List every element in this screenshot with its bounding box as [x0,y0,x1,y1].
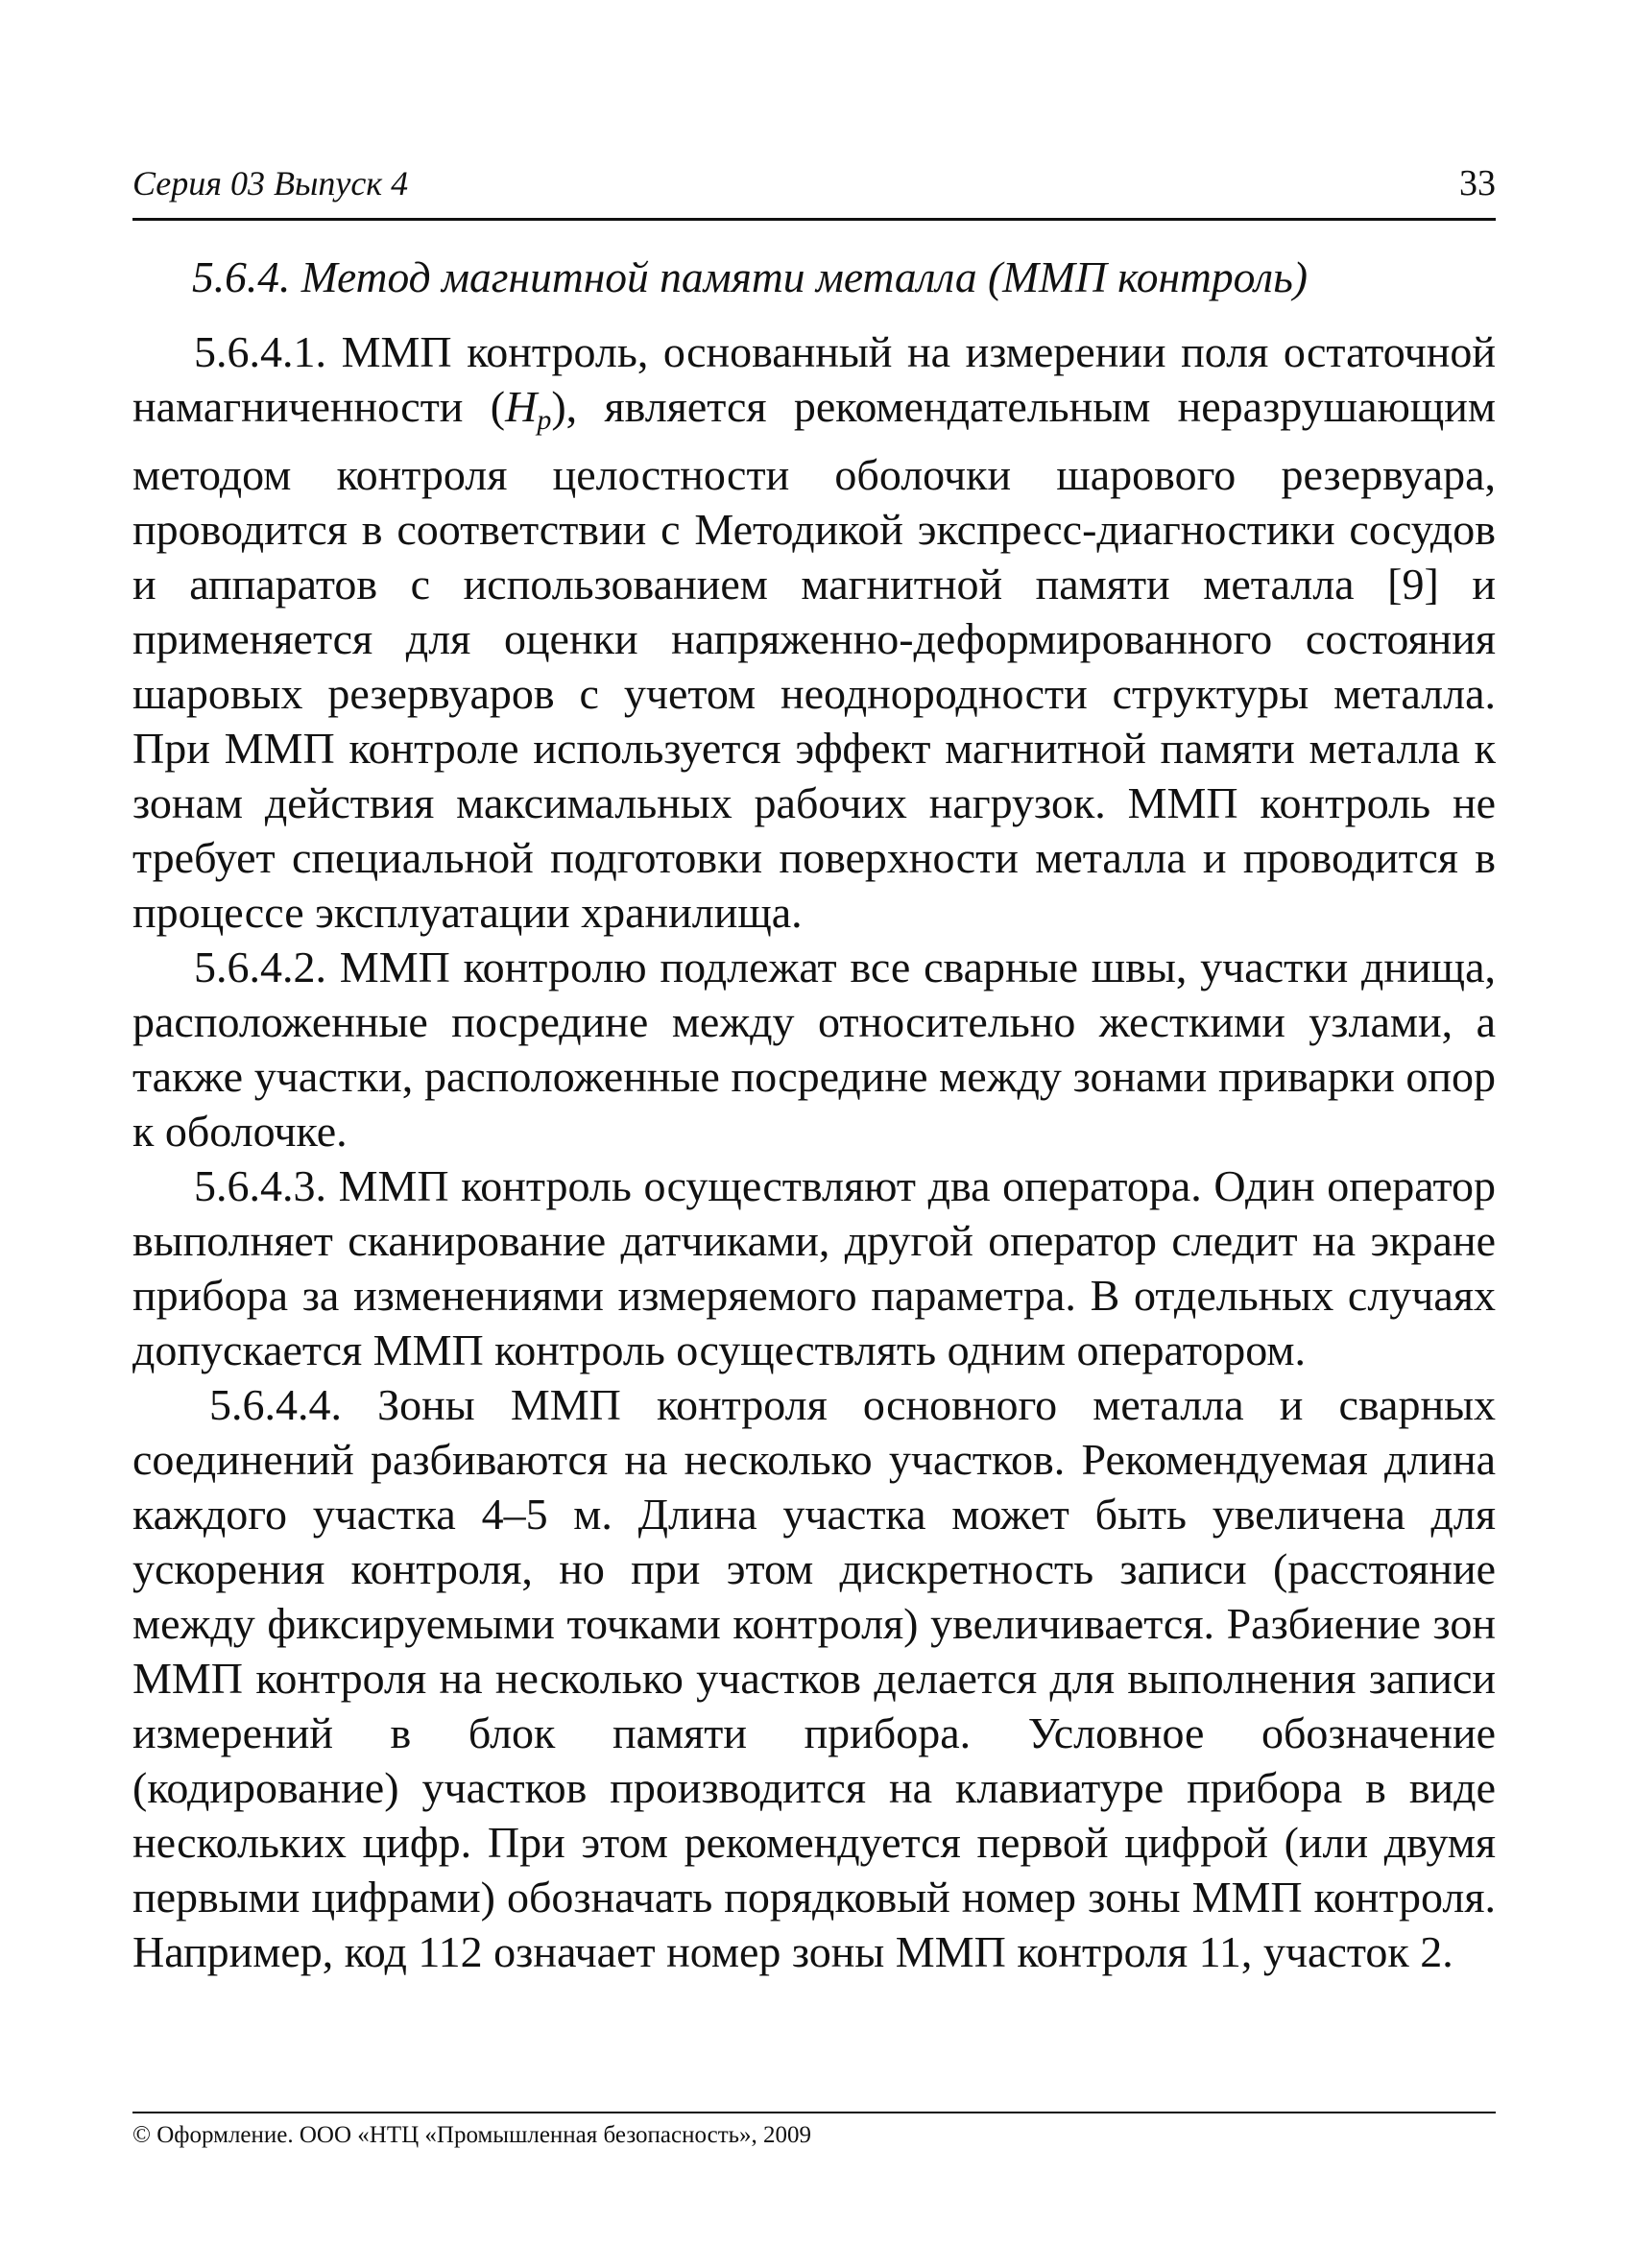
running-header [132,161,1496,221]
section-title: 5.6.4. Метод магнитной памяти металла (ММП контроль) [192,252,1308,301]
magnetization-symbol: H [505,382,538,431]
paragraph-5-6-4-2: 5.6.4.2. ММП контролю подлежат все сварные швы, участки днища, расположенные посредине между относительно жесткими узлами, а также участки, расположенные посредине между зонами приварки опор к оболочке. [132,943,1496,1156]
paragraph-text: ), является рекомендательным неразрушающим методом контроля целостности оболочки шарового резервуара, проводится в соответствии с Методикой экспресс-диагностики сосудов и аппаратов с использованием магнитной памяти металла [9] и применяется для оценки напряженно-деформированного состояния шаровых резервуаров с учетом неоднородности структуры металла. При ММП контроле используется эффект магнитной памяти металла к зонам действия максимальных рабочих нагрузок. ММП контроль не требует специальной подготовки поверхности металла и проводится в процессе эксплуатации хранилища. [132,382,1497,937]
footer-copyright: © Оформление. ООО «НТЦ «Промышленная безопасность», 2009 [132,2122,812,2148]
body-text [132,324,1496,1979]
header-divider [132,218,1496,221]
paragraph-5-6-4-4: 5.6.4.4. Зоны ММП контроля основного металла и сварных соединений разбиваются на несколько участков. Рекомендуемая длина каждого участка 4–5 м. Длина участка может быть увеличена для ускорения контроля, но при этом дискретность записи (расстояние между фиксируемыми точками контроля) увеличивается. Разбиение зон ММП контроля на несколько участков делается для выполнения записи измерений в блок памяти прибора. Условное обозначение (кодирование) участков производится на клавиатуре прибора в виде нескольких цифр. При этом рекомендуется первой цифрой (или двумя первыми цифрами) обозначать порядковый номер зоны ММП контроля. Например, код 112 означает номер зоны ММП контроля 11, участок 2. [132,1380,1496,1976]
page-number: 33 [1459,163,1496,203]
paragraph-text: 5.6.4.1. ММП контроль, основанный на измерении поля остаточной намагниченности ( [132,327,1496,431]
paragraph-5-6-4-1 [132,324,1496,940]
footer-divider [132,2112,1496,2113]
paragraph-5-6-4-3: 5.6.4.3. ММП контроль осуществляют два оператора. Один оператор выполняет сканирование датчиками, другой оператор следит на экране прибора за изменениями измеряемого параметра. В отдельных случаях допускается ММП контроль осуществлять одним оператором. [132,1161,1496,1374]
magnetization-subscript: p [537,404,552,436]
series-issue-label: Серия 03 Выпуск 4 [132,164,409,203]
